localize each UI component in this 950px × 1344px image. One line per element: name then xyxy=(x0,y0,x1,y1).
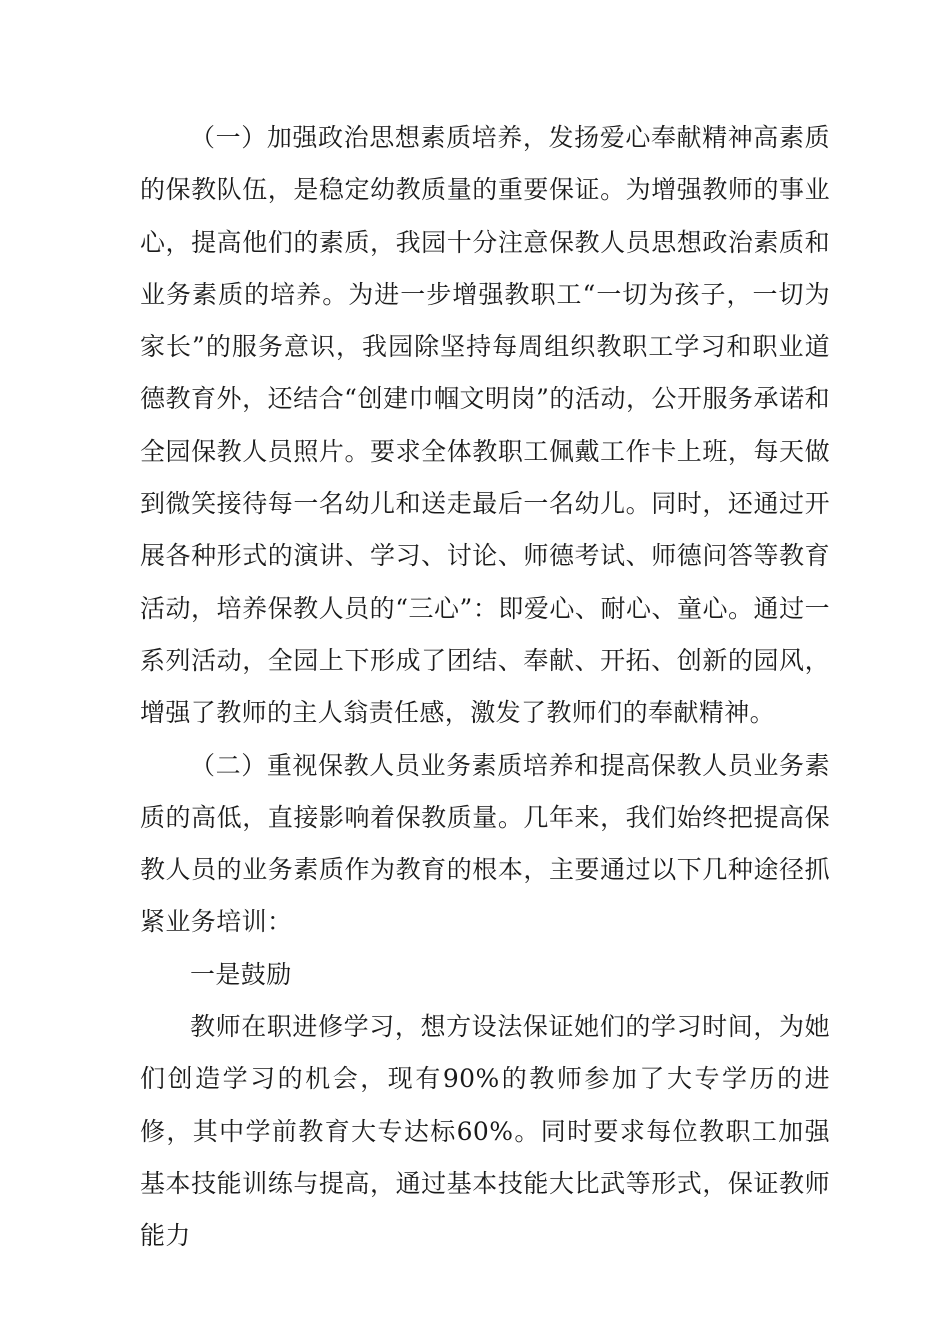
paragraph-political-training: （一）加强政治思想素质培养，发扬爱心奉献精神高素质的保教队伍，是稳定幼教质量的重要保证。为增强教师的事业心，提高他们的素质，我园十分注意保教人员思想政治素质和业务素质的培养。为进一步增强教职工“一切为孩子，一切为家长”的服务意识，我园除坚持每周组织教职工学习和职业道德教育外，还结合“创建巾帼文明岗”的活动，公开服务承诺和全园保教人员照片。要求全体教职工佩戴工作卡上班，每天做到微笑接待每一名幼儿和送走最后一名幼儿。同时，还通过开展各种形式的演讲、学习、讨论、师德考试、师德问答等教育活动，培养保教人员的“三心”：即爱心、耐心、童心。通过一系列活动，全园上下形成了团结、奉献、开拓、创新的园风，增强了教师的主人翁责任感，激发了教师们的奉献精神。 xyxy=(140,123,830,728)
document-body xyxy=(140,112,830,1263)
paragraph-professional-training: （二）重视保教人员业务素质培养和提高保教人员业务素质的高低，直接影响着保教质量。几年来，我们始终把提高保教人员的业务素质作为教育的根本，主要通过以下几种途径抓紧业务培训： xyxy=(140,750,830,937)
paragraph-in-service-study: 教师在职进修学习，想方设法保证她们的学习时间，为她们创造学习的机会，现有90%的教师参加了大专学历的进修，其中学前教育大专达标60%。同时要求每位教职工加强基本技能训练与提高，通过基本技能大比武等形式，保证教师能力 xyxy=(140,1012,830,1251)
paragraph-point-one-heading: 一是鼓励 xyxy=(190,959,292,989)
